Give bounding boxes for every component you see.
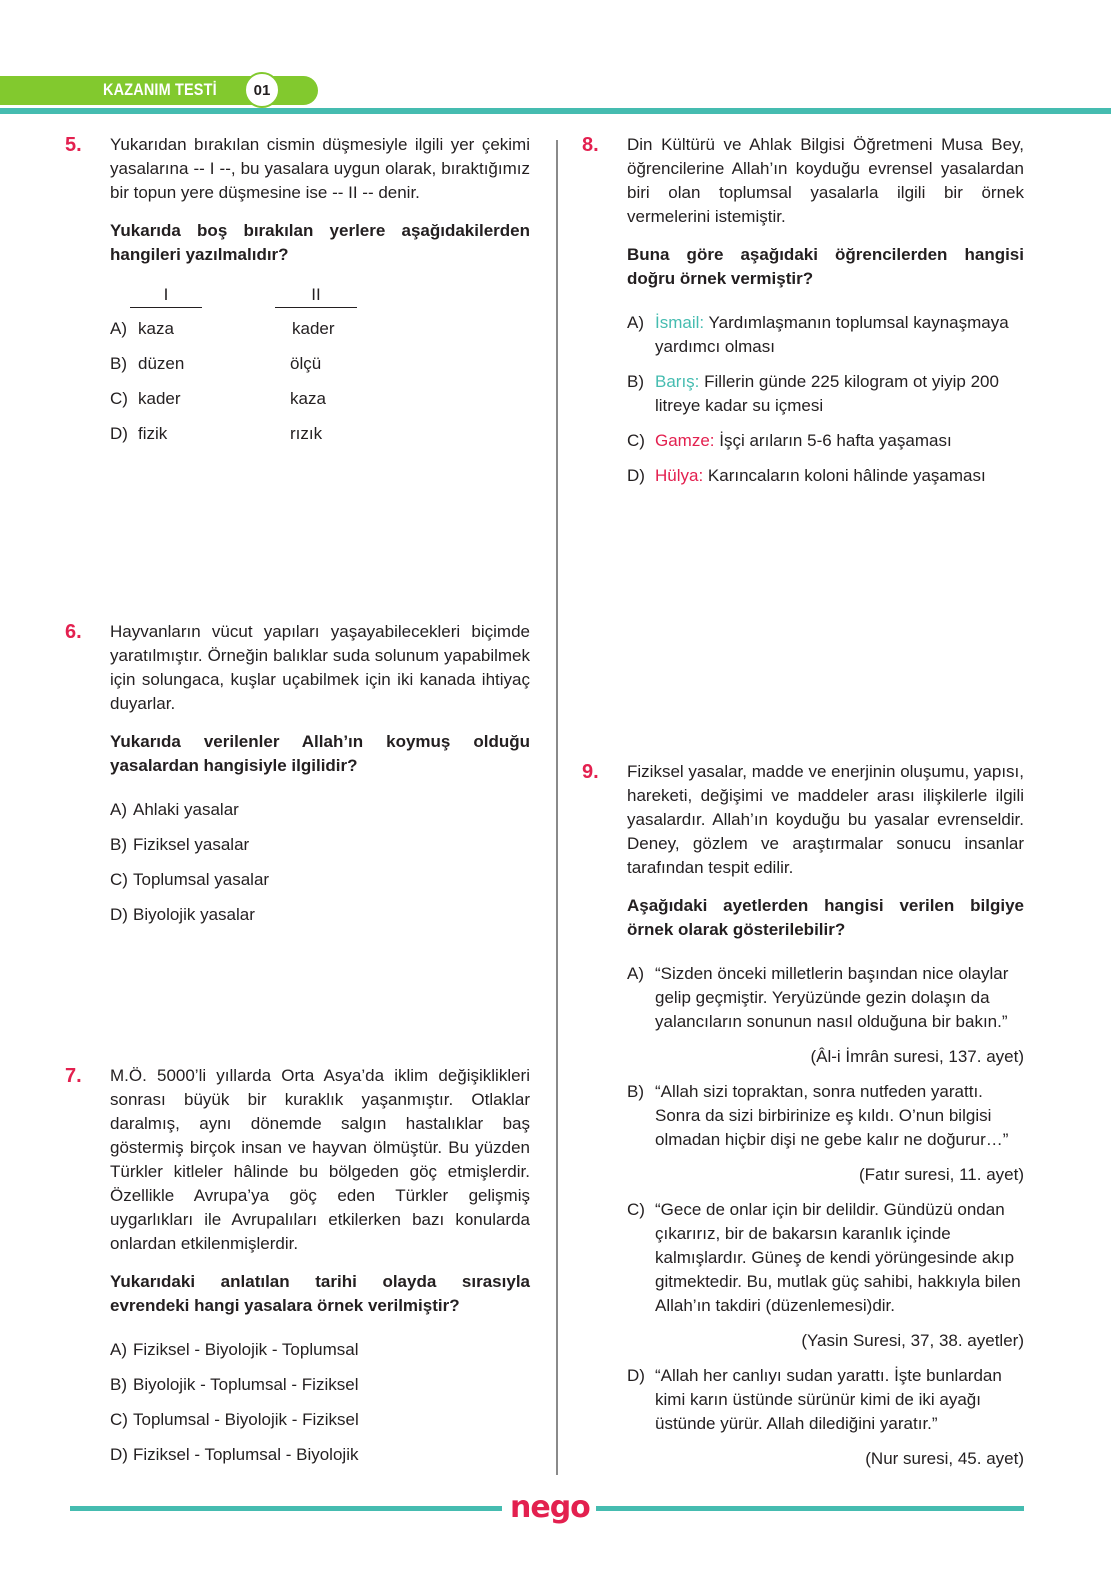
verse-reference: (Âl-i İmrân suresi, 137. ayet) (810, 1047, 1024, 1066)
option-text: Ahlaki yasalar (133, 800, 239, 819)
option-letter: B) (627, 372, 644, 391)
option-text: “Allah her canlıyı sudan yarattı. İşte bunlardan kimi karın üstünde sürünür kimi de iki ayağı üstünde yürür. Allah dilediğini yaratır.” (655, 1366, 1002, 1433)
option-text: Fiziksel yasalar (133, 835, 250, 854)
question-number: 5. (65, 134, 82, 156)
student-name: Gamze: (655, 431, 715, 450)
question-number: 9. (582, 761, 599, 783)
answer-option-c[interactable] (627, 1198, 1024, 1318)
option-text: Fiziksel - Toplumsal - Biyolojik (133, 1445, 359, 1464)
answer-option-b[interactable] (110, 1373, 530, 1397)
option-value-i: kaza (138, 319, 174, 338)
option-text: “Sizden önceki milletlerin başından nice olaylar gelip geçmiştir. Yeryüzünde gezin dolaşın da yalancıların sonunun nasıl olduğuna bir bakın.” (655, 964, 1009, 1031)
option-text: İşçi arıların 5-6 hafta yaşaması (714, 431, 952, 450)
answer-option-d[interactable] (110, 1443, 530, 1467)
option-letter: D) (627, 466, 645, 485)
answer-option-b[interactable] (627, 370, 1024, 418)
column-header-i: I (130, 283, 202, 308)
question-prompt: Buna göre aşağıdaki öğrencilerden hangisi doğru örnek vermiştir? (627, 245, 1024, 288)
test-title: KAZANIM TESTİ (103, 80, 217, 99)
answer-option-a[interactable] (110, 1338, 530, 1362)
answer-option-d[interactable] (110, 903, 530, 927)
answer-option-b[interactable] (110, 833, 530, 857)
option-value-i: kader (138, 389, 181, 408)
option-letter: A) (110, 800, 127, 819)
answer-option-b[interactable] (627, 1080, 1024, 1152)
header-divider (0, 108, 1111, 114)
option-value-ii: kaza (290, 389, 326, 408)
option-letter: B) (110, 835, 127, 854)
question-stem: Yukarıdan bırakılan cismin düşmesiyle ilgili yer çekimi yasalarına -- I --, bu yasalara uygun olarak, bıraktığımız bir topun yere düşmesine ise -- II -- denir. (110, 135, 530, 202)
option-letter: D) (627, 1366, 645, 1385)
option-text: Fiziksel - Biyolojik - Toplumsal (133, 1340, 359, 1359)
option-text: “Gece de onlar için bir delildir. Gündüzü ondan çıkarırız, bir de bakarsın karanlık içinde kalmışlardır. Güneş de kendi yörüngesinde akıp gitmektedir. Bu, mutlak güç sahibi, hakkıyla bilen Allah’ın takdiri (düzenlemesi)dir. (655, 1200, 1021, 1315)
answer-options (110, 798, 530, 927)
option-text: “Allah sizi topraktan, sonra nutfeden yarattı. Sonra da sizi birbirinize eş kıldı. O’nun bilgisi olmadan hiçbir dişi ne gebe kalır ne doğurur…” (655, 1082, 1009, 1149)
option-text: Biyolojik - Toplumsal - Fiziksel (133, 1375, 359, 1394)
option-letter: C) (110, 389, 128, 408)
question-stem: Fiziksel yasalar, madde ve enerjinin oluşumu, yapısı, hareketi, değişimi ve maddeler arası ilişkilerle ilgili yasalardır. Allah’ın koyduğu bu yasalar evrenseldir. Deney, gözlem ve araştırmalar sonucu insanlar tarafından tespit edilir. (627, 762, 1024, 877)
column-divider (556, 140, 558, 1475)
question-stem: Din Kültürü ve Ahlak Bilgisi Öğretmeni Musa Bey, öğrencilerine Allah’ın koyduğu evrensel yasalardan biri olan toplumsal yasalarla ilgili bir örnek vermelerini istemiştir. (627, 135, 1024, 226)
option-value-i: düzen (138, 354, 185, 373)
student-name: İsmail: (655, 313, 705, 332)
option-letter: D) (110, 1445, 128, 1464)
option-text: Biyolojik yasalar (133, 905, 255, 924)
answer-table (110, 283, 530, 453)
question-9 (582, 760, 1024, 1482)
option-text: Toplumsal yasalar (133, 870, 270, 889)
student-name: Barış: (655, 372, 700, 391)
question-number: 6. (65, 621, 82, 643)
question-number: 8. (582, 134, 599, 156)
answer-options (110, 1338, 530, 1467)
option-text: Fillerin günde 225 kilogram ot yiyip 200 litreye kadar su içmesi (655, 372, 999, 415)
verse-reference: (Yasin Suresi, 37, 38. ayetler) (801, 1331, 1024, 1350)
question-6 (65, 620, 530, 938)
option-value-ii: ölçü (290, 354, 322, 373)
answer-option-c[interactable] (110, 868, 530, 892)
option-text: Toplumsal - Biyolojik - Fiziksel (133, 1410, 359, 1429)
answer-option-d[interactable] (627, 464, 1024, 488)
question-number: 7. (65, 1065, 82, 1087)
question-stem: M.Ö. 5000’li yıllarda Orta Asya’da iklim değişiklikleri sonrası büyük bir kuraklık yaşanmıştır. Otlaklar daralmış, aynı dönemde salgın hastalıklar baş göstermiş birçok insan ve hayvan ölmüştür. Bu yüzden Türkler kitleler hâlinde bu bölgeden göç etmişlerdir. Özellikle Avrupa’ya göç eden Türkler gelişmiş uygarlıkları ile Avrupalıları etkilerken bazı konularda onlardan etkilenmişlerdir. (110, 1066, 530, 1253)
option-value-ii: kader (292, 319, 335, 338)
option-letter: B) (110, 1375, 127, 1394)
question-7 (65, 1064, 530, 1478)
option-letter: A) (110, 1340, 127, 1359)
question-prompt: Aşağıdaki ayetlerden hangisi verilen bilgiye örnek olarak gösterilebilir? (627, 896, 1024, 939)
option-letter: C) (627, 1200, 645, 1219)
answer-option-a[interactable] (627, 311, 1024, 359)
question-stem: Hayvanların vücut yapıları yaşayabilecekleri biçimde yaratılmıştır. Örneğin balıklar suda solunum yapabilmek için solungaca, kuşlar uçabilmek için iki kanada ihtiyaç duyarlar. (110, 622, 530, 713)
option-letter: D) (110, 424, 128, 443)
question-prompt: Yukarıdaki anlatılan tarihi olayda sırasıyla evrendeki hangi yasalara örnek verilmiştir? (110, 1272, 530, 1315)
footer-divider-left (70, 1506, 502, 1511)
option-letter: A) (627, 964, 644, 983)
option-letter: B) (110, 354, 127, 373)
footer-divider-right (596, 1506, 1024, 1511)
column-header-ii: II (275, 283, 357, 308)
option-letter: B) (627, 1082, 644, 1101)
answer-option-d[interactable] (627, 1364, 1024, 1436)
answer-option-c[interactable] (110, 1408, 530, 1432)
publisher-logo: nego (510, 1490, 590, 1525)
question-prompt: Yukarıda verilenler Allah’ın koymuş olduğu yasalardan hangisiyle ilgilidir? (110, 732, 530, 775)
option-value-ii: rızık (290, 424, 323, 443)
question-5 (65, 133, 530, 453)
option-letter: C) (110, 870, 128, 889)
question-prompt: Yukarıda boş bırakılan yerlere aşağıdakilerden hangileri yazılmalıdır? (110, 221, 530, 264)
student-name: Hülya: (655, 466, 704, 485)
option-letter: D) (110, 905, 128, 924)
answer-options (627, 962, 1024, 1471)
answer-option-a[interactable] (627, 962, 1024, 1034)
option-text: Yardımlaşmanın toplumsal kaynaşmaya yardımcı olması (655, 313, 1009, 356)
option-letter: A) (110, 319, 127, 338)
option-letter: A) (627, 313, 644, 332)
option-letter: C) (627, 431, 645, 450)
answer-options (627, 311, 1024, 488)
answer-option-c[interactable] (627, 429, 1024, 453)
verse-reference: (Nur suresi, 45. ayet) (865, 1449, 1024, 1468)
answer-option-a[interactable] (110, 798, 530, 822)
question-8 (582, 133, 1024, 499)
option-value-i: fizik (138, 424, 168, 443)
test-number-badge: 01 (244, 72, 280, 108)
option-text: Karıncaların koloni hâlinde yaşaması (703, 466, 986, 485)
option-letter: C) (110, 1410, 128, 1429)
verse-reference: (Fatır suresi, 11. ayet) (858, 1165, 1024, 1184)
